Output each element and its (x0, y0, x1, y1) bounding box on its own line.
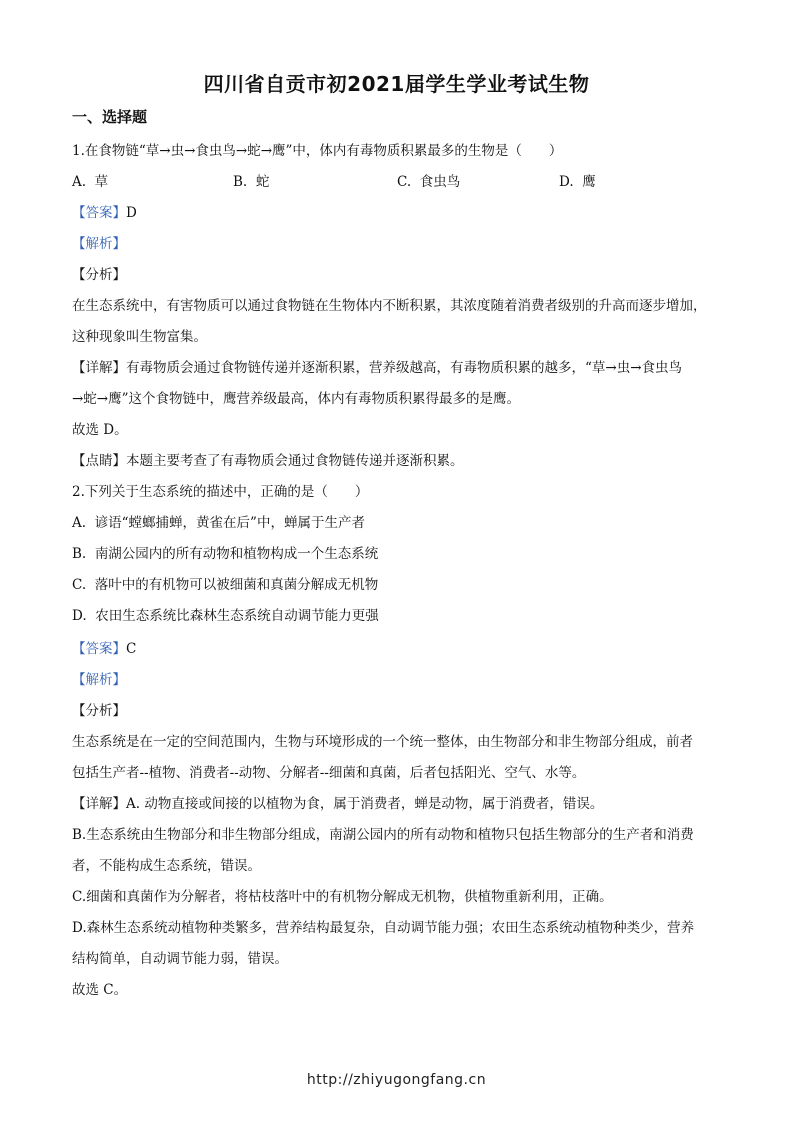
q1-option-a: A. 草 (72, 174, 109, 190)
answer-value: D (126, 205, 137, 221)
q2-fenxi-line-2: 包括生产者--植物、消费者--动物、分解者--细菌和真菌，后者包括阳光、空气、水等。 (72, 765, 586, 781)
q1-fenxi-line-1: 在生态系统中，有害物质可以通过食物链在生物体内不断积累，其浓度随着消费者级别的升高而逐步增加， (72, 298, 707, 314)
q1-option-c: C. 食虫鸟 (397, 174, 461, 190)
q2-analysis-label: 【解析】 (72, 672, 126, 688)
answer-value: C (126, 641, 137, 657)
q1-fenxi-line-2: 这种现象叫生物富集。 (72, 329, 207, 345)
q2-detail-b-line-2: 者，不能构成生态系统，错误。 (72, 858, 261, 874)
q2-option-d: D. 农田生态系统比森林生态系统自动调节能力更强 (72, 608, 379, 624)
q1-detail-line-1: 【详解】有毒物质会通过食物链传递并逐渐积累，营养级越高，有毒物质积累的越多，“草→虫→食虫鸟 (72, 360, 683, 376)
q1-fenxi-label: 【分析】 (72, 267, 126, 283)
footer-url[interactable]: http://zhiyugongfang.cn (306, 1072, 487, 1088)
q1-stem: 1.在食物链“草→虫→食虫鸟→蛇→鹰”中，体内有毒物质积累最多的生物是（ ） (72, 143, 563, 159)
q1-option-d: D. 鹰 (559, 174, 596, 190)
q2-detail-a: 【详解】A. 动物直接或间接的以植物为食，属于消费者，蝉是动物，属于消费者，错误。 (72, 796, 604, 812)
q2-detail-b-line-1: B.生态系统由生物部分和非生物部分组成，南湖公园内的所有动物和植物只包括生物部分的生产者和消费 (72, 827, 694, 843)
q2-fenxi-label: 【分析】 (72, 703, 126, 719)
answer-label: 【答案】 (72, 641, 126, 657)
q2-option-c: C. 落叶中的有机物可以被细菌和真菌分解成无机物 (72, 577, 379, 593)
answer-label: 【答案】 (72, 205, 126, 221)
q2-option-a: A. 谚语“螳螂捕蝉，黄雀在后”中，蝉属于生产者 (72, 515, 365, 531)
q1-analysis-label: 【解析】 (72, 236, 126, 252)
q2-detail-c: C.细菌和真菌作为分解者，将枯枝落叶中的有机物分解成无机物，供植物重新利用，正确。 (72, 889, 613, 905)
section-heading: 一、选择题 (72, 108, 148, 126)
q1-comment: 【点睛】本题主要考查了有毒物质会通过食物链传递并逐渐积累。 (72, 453, 464, 469)
q2-fenxi-line-1: 生态系统是在一定的空间范围内，生物与环境形成的一个统一整体，由生物部分和非生物部分组成，前者 (72, 734, 693, 750)
q1-conclusion: 故选 D。 (72, 422, 128, 438)
q2-conclusion: 故选 C。 (72, 982, 128, 998)
page-title: 四川省自贡市初2021届学生学业考试生物 (203, 72, 590, 96)
q2-detail-d-line-1: D.森林生态系统动植物种类繁多，营养结构最复杂，自动调节能力强；农田生态系统动植物种类少，营养 (72, 920, 695, 936)
q2-answer (72, 640, 722, 658)
q1-answer (72, 204, 722, 222)
q2-stem: 2.下列关于生态系统的描述中，正确的是（ ） (72, 484, 369, 500)
q2-option-b: B. 南湖公园内的所有动物和植物构成一个生态系统 (72, 546, 379, 562)
q1-option-b: B. 蛇 (233, 174, 270, 190)
q2-detail-d-line-2: 结构简单，自动调节能力弱，错误。 (72, 951, 288, 967)
q1-detail-line-2: →蛇→鹰”这个食物链中，鹰营养级最高，体内有毒物质积累得最多的是鹰。 (72, 391, 521, 407)
